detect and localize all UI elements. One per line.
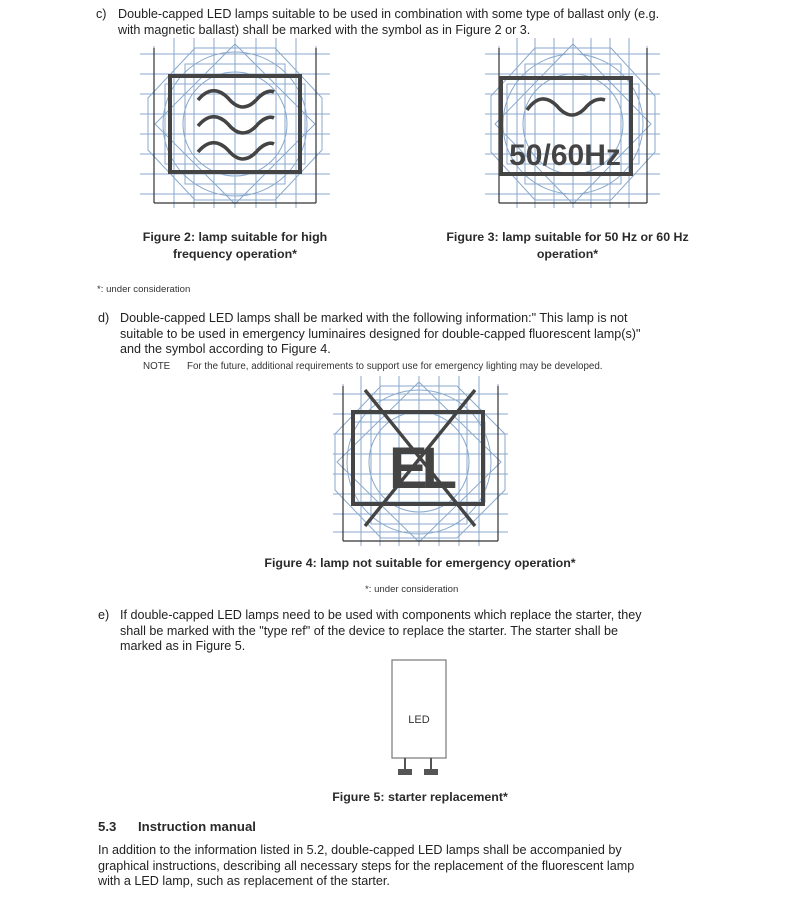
figure-3-caption-line-2: operation*	[536, 247, 599, 261]
figure-3-caption-line-1: Figure 3: lamp suitable for 50 Hz or 60 Hz	[446, 230, 689, 244]
figure-3-caption	[420, 229, 715, 263]
figure-4-symbol	[333, 376, 508, 546]
figure-5-starter-symbol	[386, 656, 456, 781]
paragraph-d-label: d)	[98, 311, 110, 325]
paragraph-e	[98, 608, 716, 655]
paragraph-5-3-line-1: In addition to the information listed in 5.2, double-capped LED lamps shall be accompanied by	[98, 843, 622, 857]
figure-3-symbol	[485, 38, 660, 208]
figure-4-caption: Figure 4: lamp not suitable for emergency operation*	[264, 556, 576, 570]
figure-2-caption	[105, 229, 365, 263]
paragraph-d-line-2: suitable to be used in emergency luminaires designed for double-capped fluorescent lamp(s)"	[120, 326, 641, 341]
figure-4-symbol-text: EL	[388, 436, 452, 501]
paragraph-c-label: c)	[96, 7, 107, 21]
paragraph-5-3-line-3: with a LED lamp, such as replacement of the starter.	[98, 874, 390, 888]
paragraph-e-label: e)	[98, 608, 110, 622]
paragraph-e-line-2: shall be marked with the "type ref" of the device to replace the starter. The starter shall be	[120, 623, 619, 638]
paragraph-d	[98, 311, 716, 358]
note-keyword: NOTE	[143, 361, 171, 372]
figure-2-caption-line-1: Figure 2: lamp suitable for high	[142, 230, 328, 244]
figure-2-caption-line-2: frequency operation*	[173, 247, 297, 261]
paragraph-c-line-1: Double-capped LED lamps suitable to be used in combination with some type of ballast only (e.g.	[118, 7, 660, 21]
section-title: Instruction manual	[138, 819, 256, 834]
footnote-2: *: under consideration	[365, 584, 459, 595]
note	[143, 361, 603, 372]
figure-5-caption: Figure 5: starter replacement*	[332, 790, 508, 804]
paragraph-c	[96, 7, 716, 38]
paragraph-e-line-3: marked as in Figure 5.	[120, 639, 246, 653]
figure-3-symbol-text: 50/60Hz	[509, 139, 621, 172]
paragraph-5-3	[98, 843, 718, 890]
footnote-1: *: under consideration	[97, 284, 191, 295]
section-number: 5.3	[98, 819, 117, 834]
note-text: For the future, additional requirements to support use for emergency lighting may be developed.	[187, 361, 603, 372]
paragraph-c-line-2: with magnetic ballast) shall be marked with the symbol as in Figure 2 or 3.	[118, 22, 531, 37]
section-heading	[98, 819, 256, 834]
paragraph-d-line-1: Double-capped LED lamps shall be marked with the following information:" This lamp is not	[120, 311, 628, 325]
paragraph-5-3-line-2: graphical instructions, describing all necessary steps for the replacement of the fluorescent lamp	[98, 858, 635, 873]
figure-5-led-label: LED	[408, 714, 430, 726]
paragraph-e-line-1: If double-capped LED lamps need to be used with components which replace the starter, they	[120, 608, 642, 622]
paragraph-d-line-3: and the symbol according to Figure 4.	[120, 342, 331, 356]
figure-2-symbol	[140, 38, 330, 208]
